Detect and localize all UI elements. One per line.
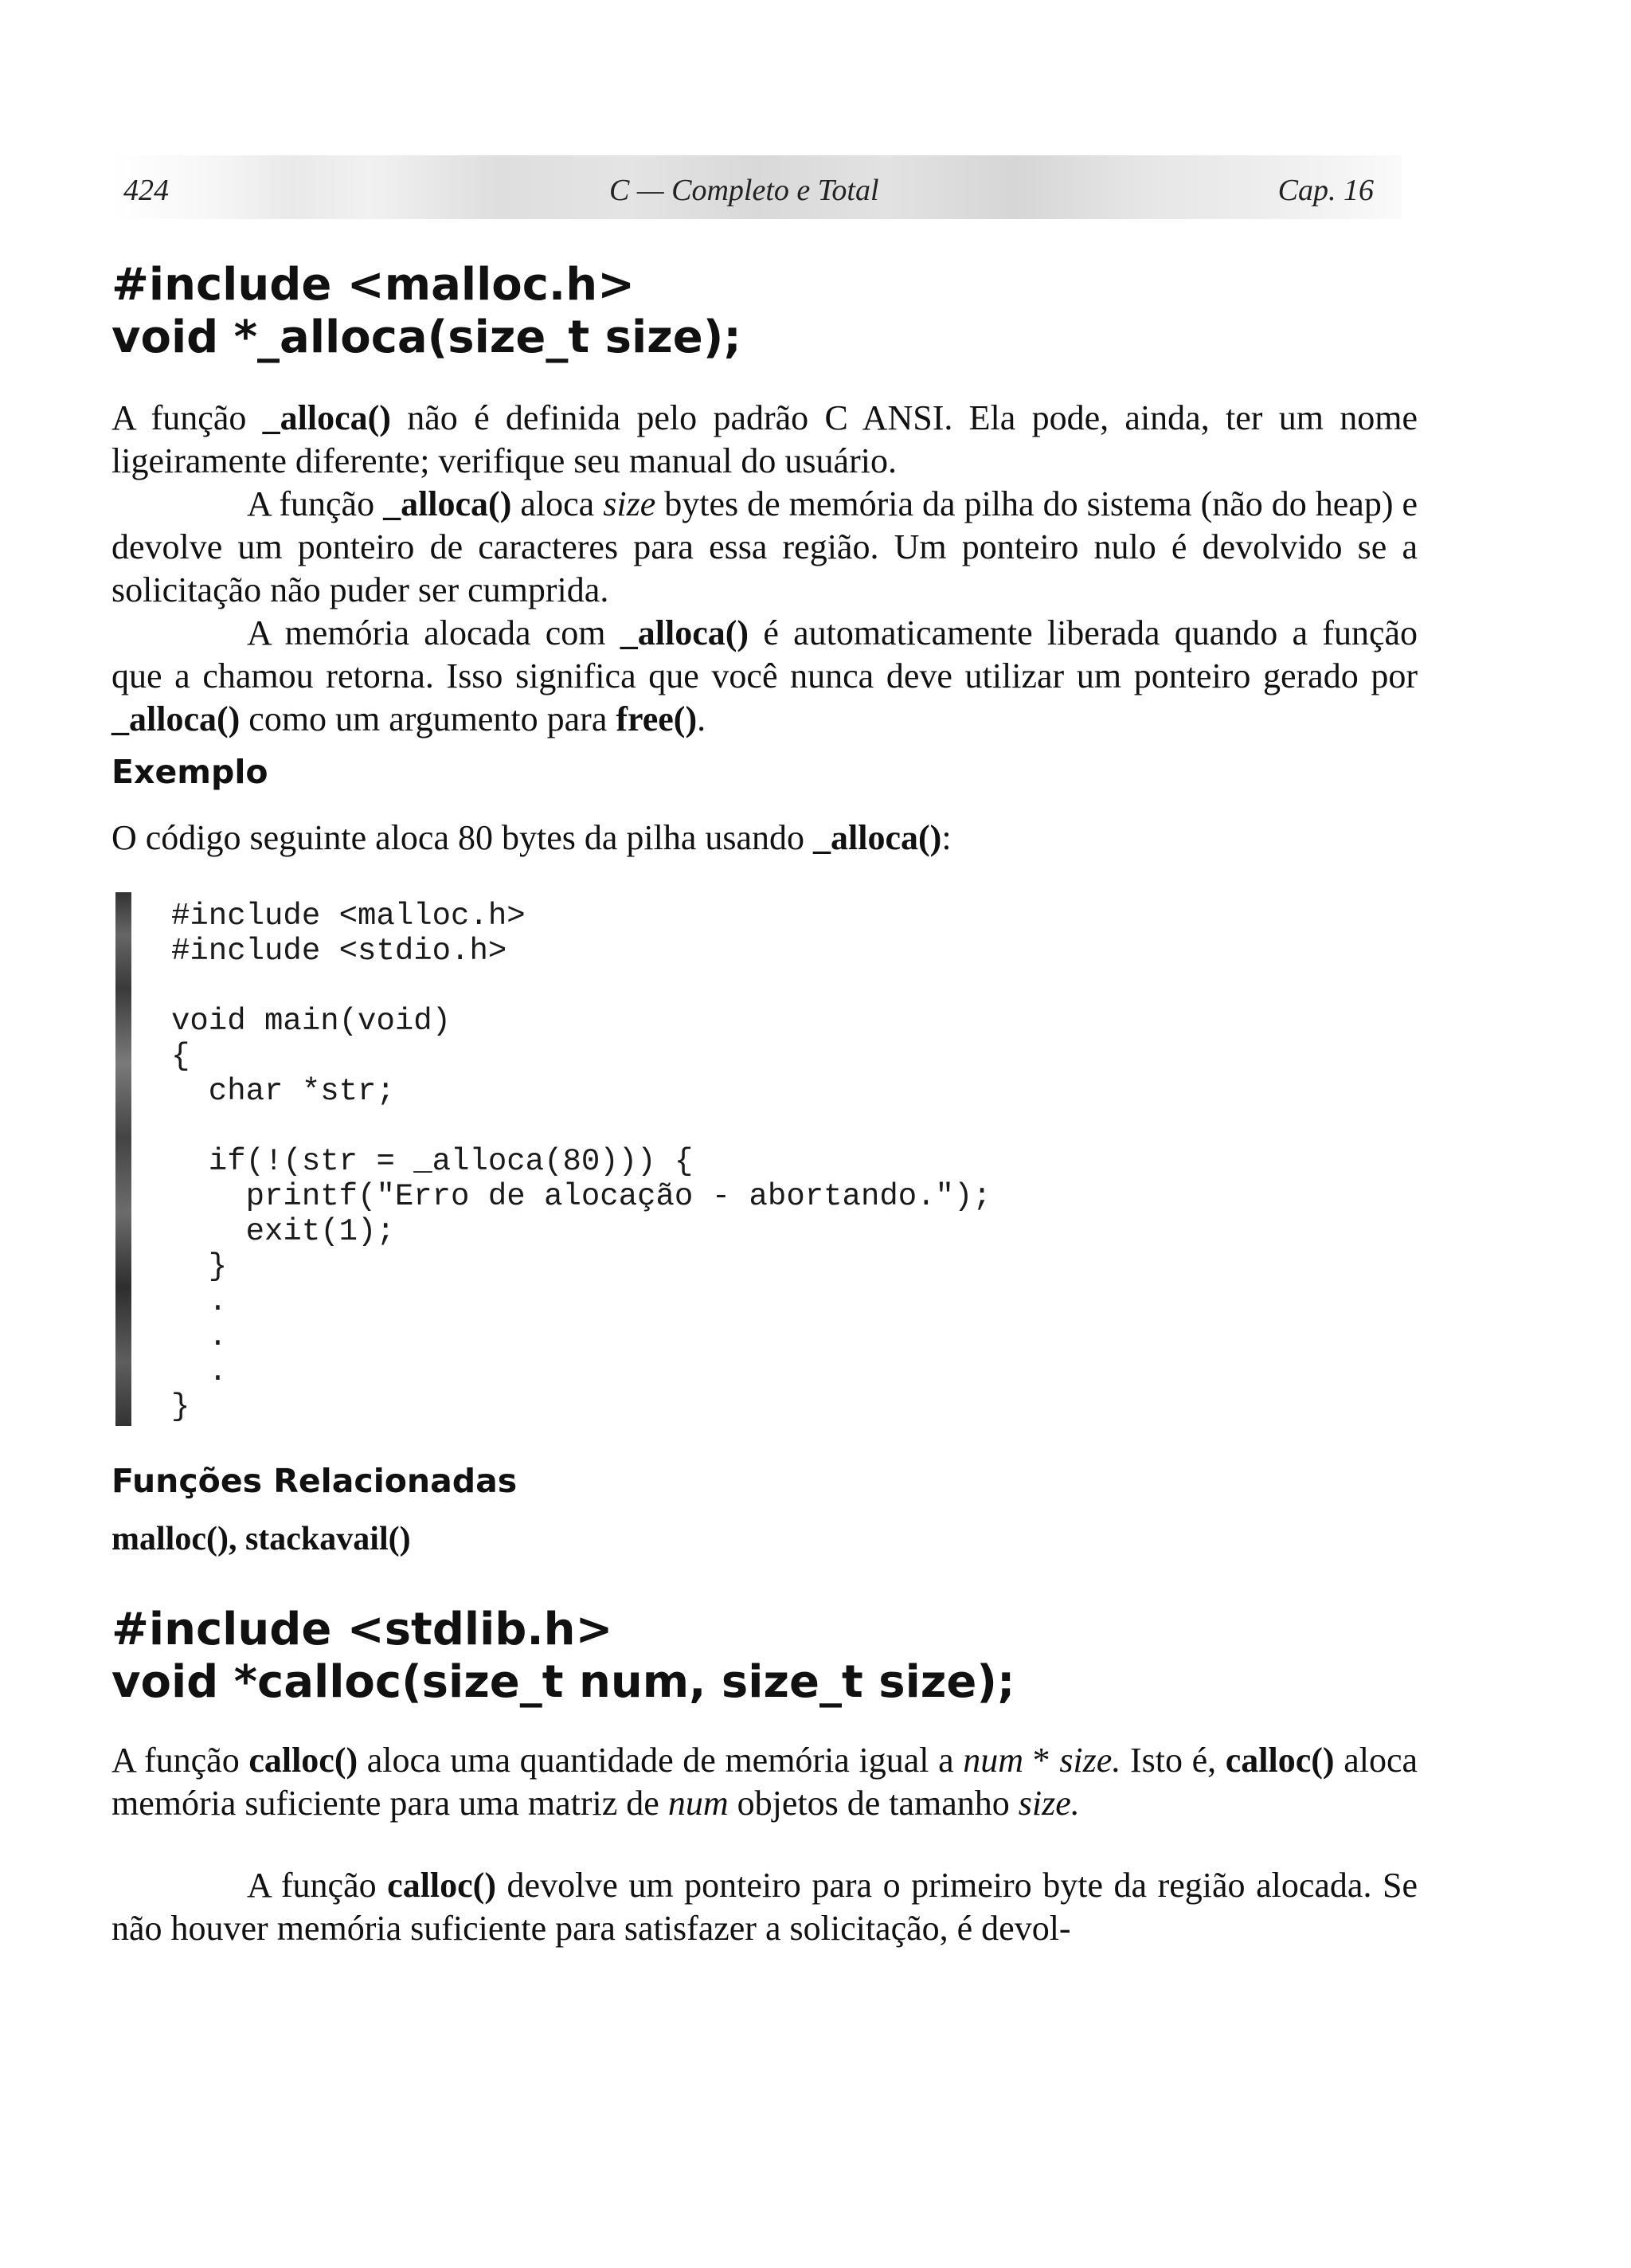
parameter-name: size. (1059, 1741, 1121, 1780)
text-run: aloca (511, 484, 604, 523)
text-run: . (697, 699, 706, 738)
text-run: Isto é, (1121, 1741, 1226, 1780)
example-heading: Exemplo (111, 753, 268, 791)
function-name: _alloca() (111, 699, 241, 738)
chapter-label: Cap. 16 (1277, 174, 1374, 207)
text-run: A função (111, 398, 263, 437)
text-run: aloca memória suficiente para uma matriz de (111, 1741, 1418, 1823)
function-name: _alloca() (262, 398, 391, 437)
alloca-include-line: #include <malloc.h> (111, 259, 635, 311)
text-run: objetos de tamanho (728, 1784, 1019, 1823)
book-title: C — Completo e Total (609, 174, 879, 207)
text-run: A função (111, 1741, 249, 1780)
text-run: é automaticamente liberada quando a função que a chamou retorna. Isso significa que você nunca deve utilizar um ponteiro gerado por (111, 613, 1418, 695)
text-run: aloca uma quantidade de memória igual a (358, 1741, 964, 1780)
text-run: devolve um ponteiro para o primeiro byte da região alocada. Se não houver memória suficiente para satisfazer a solicitação, é devol- (111, 1866, 1418, 1948)
page-number: 424 (123, 174, 169, 207)
text-run: : (941, 818, 952, 857)
parameter-name: size. (1018, 1784, 1080, 1823)
alloca-prototype: void *_alloca(size_t size); (111, 311, 741, 363)
alloca-paragraph-1 (111, 397, 1418, 483)
text-run: A memória alocada com (247, 613, 620, 652)
function-name: _alloca() (813, 818, 942, 857)
parameter-name: size (603, 484, 656, 523)
parameter-name: num (667, 1784, 729, 1823)
parameter-name: num (963, 1741, 1024, 1780)
alloca-paragraph-3 (111, 612, 1418, 741)
text-run: A função (247, 484, 384, 523)
calloc-paragraph-1 (111, 1739, 1418, 1825)
text-run: O código seguinte aloca 80 bytes da pilha usando (111, 818, 814, 857)
function-name: _alloca() (620, 613, 749, 652)
text-run: * (1023, 1741, 1060, 1780)
text-run: como um argumento para (240, 699, 616, 738)
calloc-prototype: void *calloc(size_t num, size_t size); (111, 1656, 1015, 1708)
function-name: calloc() (387, 1866, 496, 1905)
function-name: calloc() (1225, 1741, 1335, 1780)
alloca-paragraph-2 (111, 483, 1418, 612)
code-margin-bar (115, 892, 131, 1426)
code-example: #include <malloc.h> #include <stdio.h> void main(void) { char *str; if(!(str = _alloca(80))) { printf("Erro de alocação - abortando."); exit(1); } . . . } (171, 899, 992, 1424)
related-functions-heading: Funções Relacionadas (111, 1462, 518, 1500)
function-name: calloc() (248, 1741, 358, 1780)
calloc-paragraph-2 (111, 1864, 1418, 1950)
function-name: free() (616, 699, 698, 738)
function-name: _alloca() (383, 484, 512, 523)
related-functions-list: malloc(), stackavail() (111, 1521, 411, 1557)
calloc-include-line: #include <stdlib.h> (111, 1604, 613, 1655)
text-run: não é definida pelo padrão C ANSI. Ela pode, ainda, ter um nome ligeiramente diferente; verifique seu manual do usuário. (111, 398, 1418, 480)
text-run: A função (247, 1866, 388, 1905)
text-run: bytes de memória da pilha do sistema (não do heap) e devolve um ponteiro de caracteres para essa região. Um ponteiro nulo é devolvido se a solicitação não puder ser cumprida. (111, 484, 1418, 609)
running-header (111, 155, 1402, 219)
example-intro (111, 817, 1418, 860)
